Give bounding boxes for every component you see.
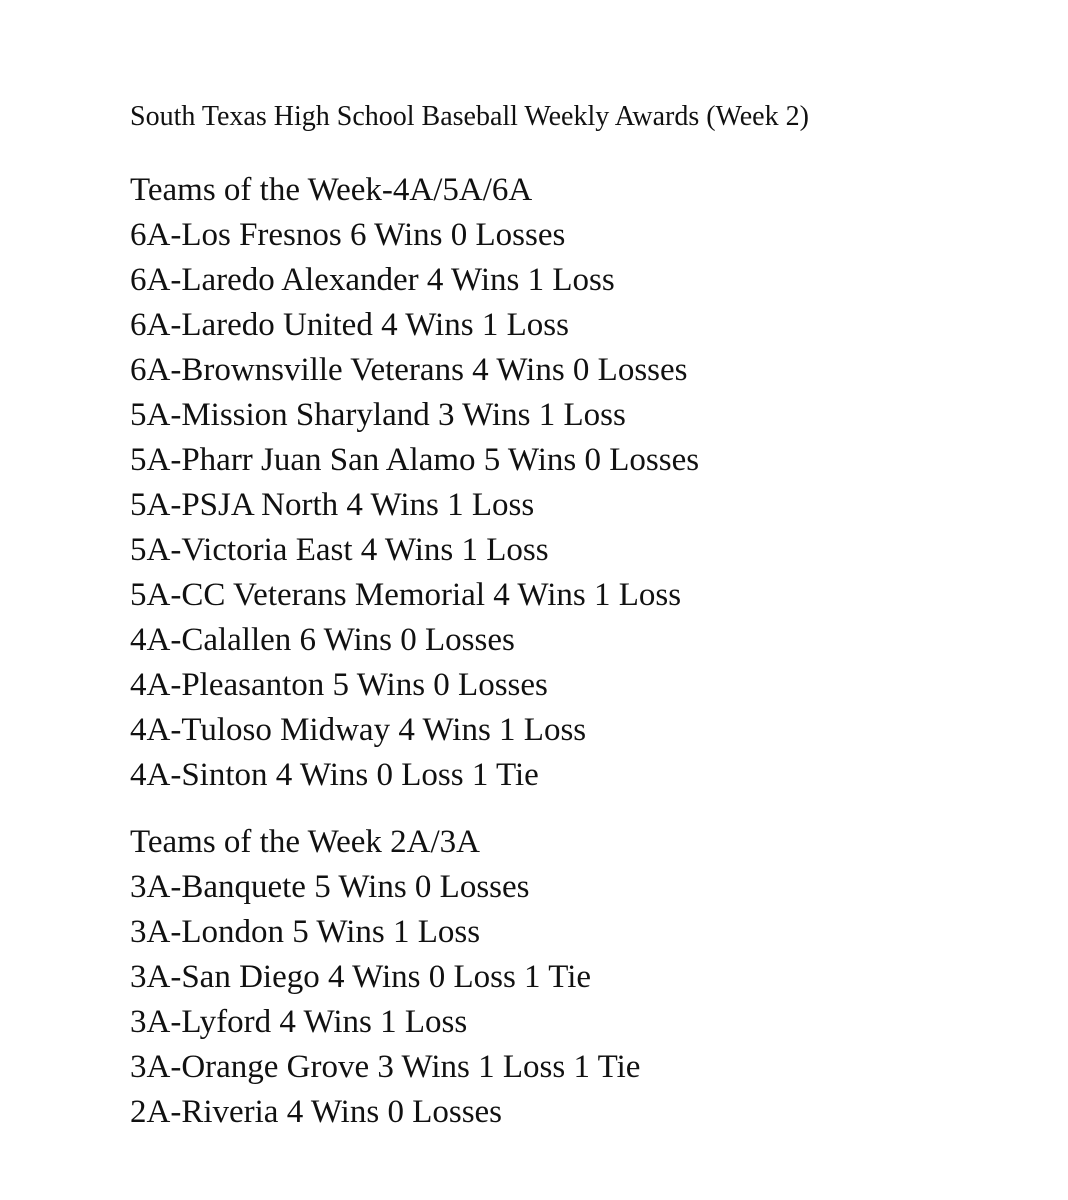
list-item: 5A-Mission Sharyland 3 Wins 1 Loss: [130, 397, 626, 433]
list-item: 5A-Victoria East 4 Wins 1 Loss: [130, 532, 549, 568]
list-item: 4A-Pleasanton 5 Wins 0 Losses: [130, 667, 548, 703]
section-heading: Teams of the Week 2A/3A: [130, 824, 480, 860]
list-item: 3A-Banquete 5 Wins 0 Losses: [130, 869, 530, 905]
list-item: 6A-Brownsville Veterans 4 Wins 0 Losses: [130, 352, 688, 388]
team-list: [130, 865, 1030, 1135]
team-list: [130, 213, 1030, 798]
list-item: 3A-London 5 Wins 1 Loss: [130, 914, 481, 950]
list-item: 5A-CC Veterans Memorial 4 Wins 1 Loss: [130, 577, 682, 613]
section-heading: Teams of the Week-4A/5A/6A: [130, 172, 533, 208]
section-2a-3a: [130, 820, 1030, 1135]
list-item: 6A-Laredo Alexander 4 Wins 1 Loss: [130, 262, 615, 298]
list-item: 4A-Tuloso Midway 4 Wins 1 Loss: [130, 712, 587, 748]
list-item: 4A-Sinton 4 Wins 0 Loss 1 Tie: [130, 757, 539, 793]
list-item: 5A-Pharr Juan San Alamo 5 Wins 0 Losses: [130, 442, 700, 478]
list-item: 4A-Calallen 6 Wins 0 Losses: [130, 622, 515, 658]
document: [130, 96, 1030, 1135]
list-item: 3A-Orange Grove 3 Wins 1 Loss 1 Tie: [130, 1049, 641, 1085]
document-title: South Texas High School Baseball Weekly Awards (Week 2): [130, 101, 809, 132]
list-item: 6A-Los Fresnos 6 Wins 0 Losses: [130, 217, 566, 253]
section-4a-5a-6a: [130, 168, 1030, 798]
list-item: 6A-Laredo United 4 Wins 1 Loss: [130, 307, 569, 343]
list-item: 3A-Lyford 4 Wins 1 Loss: [130, 1004, 468, 1040]
list-item: 2A-Riveria 4 Wins 0 Losses: [130, 1094, 503, 1130]
list-item: 5A-PSJA North 4 Wins 1 Loss: [130, 487, 535, 523]
list-item: 3A-San Diego 4 Wins 0 Loss 1 Tie: [130, 959, 592, 995]
